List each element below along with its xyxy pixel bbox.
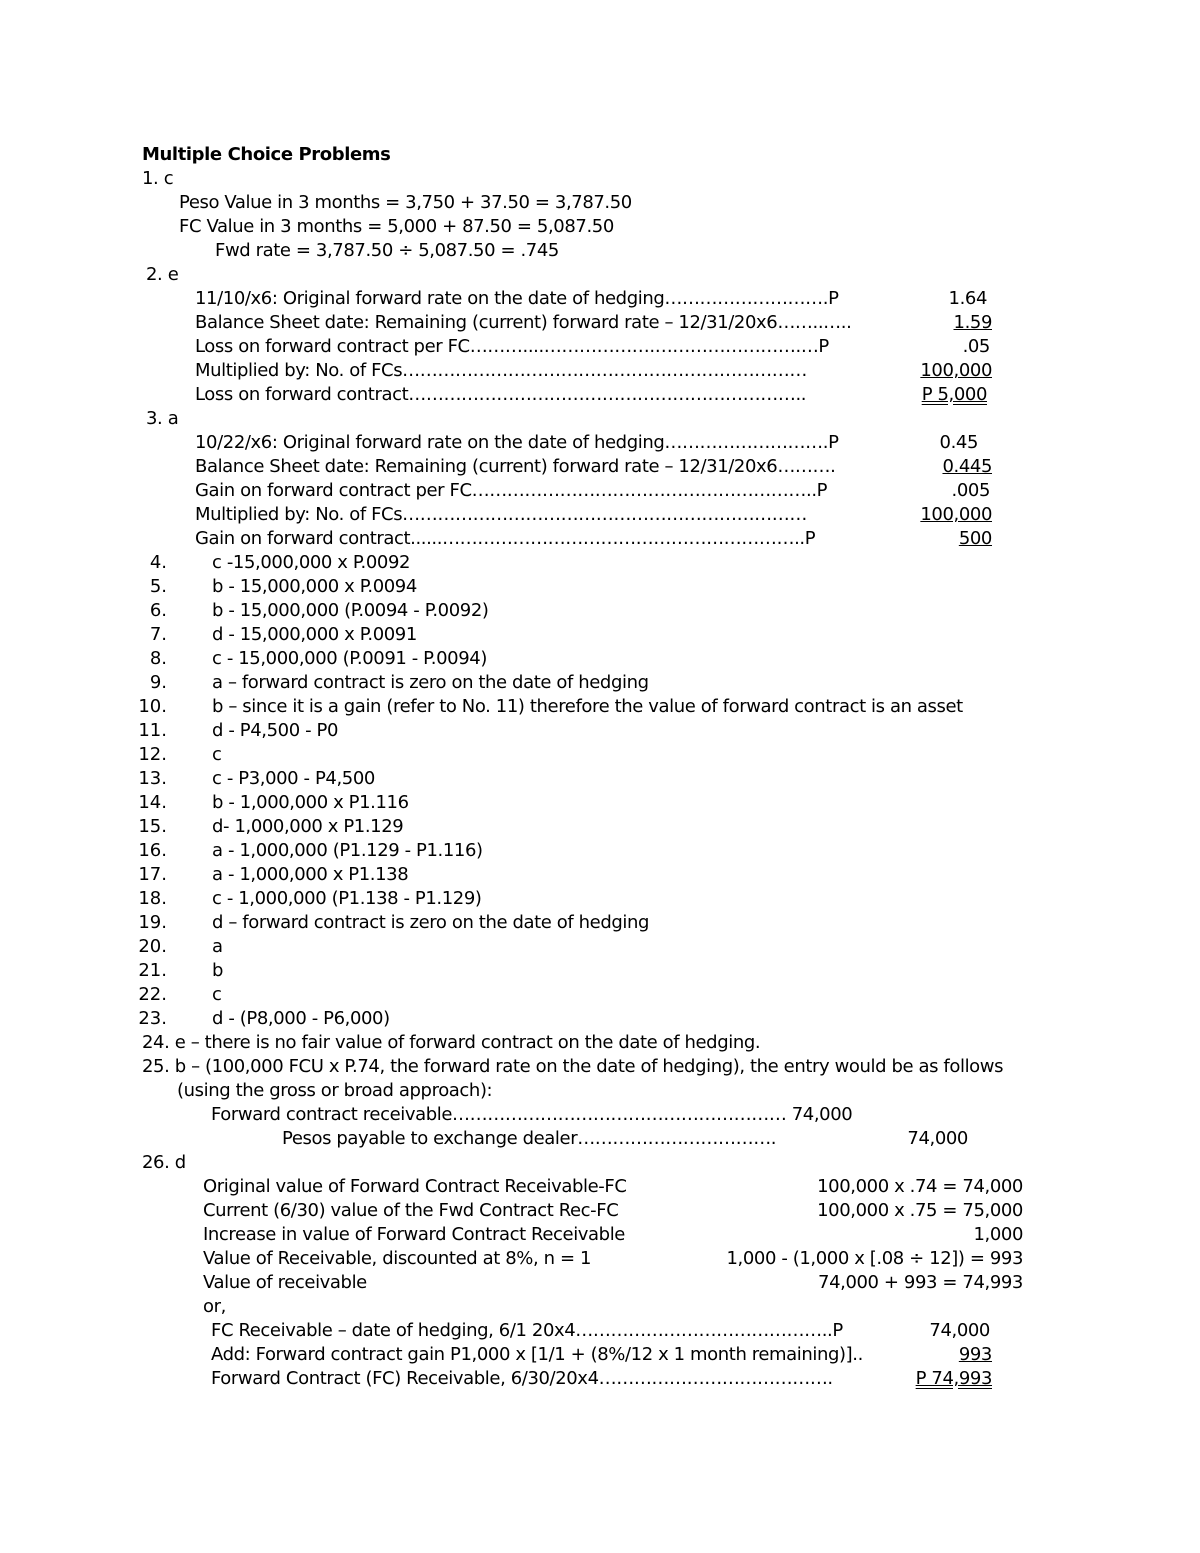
item-number: 13. (138, 768, 167, 789)
item-number: 23. (138, 1008, 167, 1029)
item-number: 16. (138, 840, 167, 861)
q3-row-label: Multiplied by: No. of FCs…………………………………………………………… (195, 504, 807, 525)
item-answer: a (212, 936, 223, 957)
item-number: 19. (138, 912, 167, 933)
q26-row-label: Current (6/30) value of the Fwd Contract Rec-FC (203, 1200, 619, 1221)
q26-row-label: Value of Receivable, discounted at 8%, n = 1 (203, 1248, 591, 1269)
item-number: 7. (149, 624, 167, 645)
item-answer: a - 1,000,000 (P1.129 - P1.116) (212, 840, 483, 861)
q3-row-value: 0.445 (942, 456, 992, 477)
q25-credit-label: Pesos payable to exchange dealer……………………………. (282, 1128, 777, 1149)
q3-row-label: Balance Sheet date: Remaining (current) forward rate – 12/31/20x6………. (195, 456, 836, 477)
item-answer: c -15,000,000 x P.0092 (212, 552, 411, 573)
item-number: 11. (138, 720, 167, 741)
q1-number: 1. (142, 168, 159, 189)
item-answer: d – forward contract is zero on the date of hedging (212, 912, 650, 933)
q26-alt-label: FC Receivable – date of hedging, 6/1 20x4……………………………………..P (211, 1320, 843, 1341)
item-answer: c (212, 984, 222, 1005)
q26-or: or, (203, 1296, 226, 1317)
item-answer: b (212, 960, 224, 981)
item-number: 10. (138, 696, 167, 717)
q2-row-value: .05 (962, 336, 990, 357)
q1-line-3: Fwd rate = 3,787.50 ÷ 5,087.50 = .745 (215, 240, 559, 261)
q25-line-1: 25. b – (100,000 FCU x P.74, the forward rate on the date of hedging), the entry would be as follows (142, 1056, 1004, 1077)
q26-total-value: P 74,993 (915, 1368, 992, 1389)
q2-row-label: Loss on forward contract………………………………………………………….. (195, 384, 807, 405)
q26-alt-value: 74,000 (929, 1320, 990, 1341)
q2-total-value: P 5,000 (921, 384, 987, 405)
q26-row-value: 1,000 - (1,000 x [.08 ÷ 12]) = 993 (726, 1248, 1023, 1269)
item-number: 14. (138, 792, 167, 813)
q26-alt-value: 993 (958, 1344, 992, 1365)
item-answer: a – forward contract is zero on the date of hedging (212, 672, 649, 693)
q26-row-value: 100,000 x .74 = 74,000 (817, 1176, 1023, 1197)
item-number: 18. (138, 888, 167, 909)
q3-row-label: Gain on forward contract......……………………………………………………..P (195, 528, 816, 549)
item-answer: c - 15,000,000 (P.0091 - P.0094) (212, 648, 487, 669)
q25-credit-value: 74,000 (907, 1128, 968, 1149)
q25-line-2: (using the gross or broad approach): (177, 1080, 493, 1101)
q2-row-value: 100,000 (920, 360, 992, 381)
q26-row-label: Original value of Forward Contract Receivable-FC (203, 1176, 627, 1197)
q2-number: 2. (146, 264, 163, 285)
q2-row-value: 1.64 (948, 288, 987, 309)
q25-debit-entry: Forward contract receivable………………………………………………… 74,000 (211, 1104, 853, 1125)
q1-header (142, 167, 173, 191)
q3-row-value: .005 (951, 480, 990, 501)
q1-answer: c (163, 168, 174, 189)
q2-row-label: 11/10/x6: Original forward rate on the date of hedging……………………….P (195, 288, 839, 309)
q2-header (146, 263, 178, 287)
item-answer: d - P4,500 - P0 (212, 720, 338, 741)
q3-total-value: 500 (958, 528, 992, 549)
item-number: 20. (138, 936, 167, 957)
item-answer: a - 1,000,000 x P1.138 (212, 864, 409, 885)
q2-row-value: 1.59 (953, 312, 992, 333)
q26-header: 26. d (142, 1152, 186, 1173)
item-number: 9. (149, 672, 167, 693)
q3-header (146, 407, 178, 431)
item-answer: d - 15,000,000 x P.0091 (212, 624, 417, 645)
item-number: 12. (138, 744, 167, 765)
q2-answer: e (167, 264, 179, 285)
item-answer: d - (P8,000 - P6,000) (212, 1008, 390, 1029)
item-answer: b – since it is a gain (refer to No. 11) therefore the value of forward contract is an asset (212, 696, 963, 717)
q26-alt-label: Forward Contract (FC) Receivable, 6/30/20x4…………………………………. (211, 1368, 833, 1389)
q3-answer: a (167, 408, 179, 429)
item-answer: c - 1,000,000 (P1.138 - P1.129) (212, 888, 482, 909)
q2-row-label: Balance Sheet date: Remaining (current) forward rate – 12/31/20x6……..….. (195, 312, 852, 333)
item-answer: b - 1,000,000 x P1.116 (212, 792, 409, 813)
item-answer: b - 15,000,000 x P.0094 (212, 576, 417, 597)
item-number: 5. (149, 576, 167, 597)
q24-line: 24. e – there is no fair value of forward contract on the date of hedging. (142, 1032, 761, 1053)
q2-row-label: Multiplied by: No. of FCs…………………………………………………………… (195, 360, 807, 381)
q1-line-2: FC Value in 3 months = 5,000 + 87.50 = 5,087.50 (179, 216, 614, 237)
item-number: 15. (138, 816, 167, 837)
q26-row-label: Increase in value of Forward Contract Receivable (203, 1224, 625, 1245)
q3-row-value: 0.45 (939, 432, 978, 453)
q3-number: 3. (146, 408, 163, 429)
item-number: 6. (149, 600, 167, 621)
item-answer: c (212, 744, 222, 765)
item-number: 8. (149, 648, 167, 669)
q26-row-value: 1,000 (973, 1224, 1023, 1245)
q26-row-value: 74,000 + 993 = 74,993 (818, 1272, 1023, 1293)
page-title: Multiple Choice Problems (142, 144, 391, 165)
item-answer: b - 15,000,000 (P.0094 - P.0092) (212, 600, 489, 621)
q3-row-label: 10/22/x6: Original forward rate on the date of hedging……………………….P (195, 432, 839, 453)
q3-row-value: 100,000 (920, 504, 992, 525)
q3-row-label: Gain on forward contract per FC…………………………………………………..P (195, 480, 828, 501)
q2-row-label: Loss on forward contract per FC………....……………….…………………….…P (195, 336, 829, 357)
q26-row-label: Value of receivable (203, 1272, 367, 1293)
q26-alt-label: Add: Forward contract gain P1,000 x [1/1 + (8%/12 x 1 month remaining)].. (211, 1344, 863, 1365)
item-answer: d- 1,000,000 x P1.129 (212, 816, 404, 837)
item-number: 22. (138, 984, 167, 1005)
q26-row-value: 100,000 x .75 = 75,000 (817, 1200, 1023, 1221)
item-number: 21. (138, 960, 167, 981)
q1-line-1: Peso Value in 3 months = 3,750 + 37.50 = 3,787.50 (179, 192, 632, 213)
item-number: 4. (149, 552, 167, 573)
item-number: 17. (138, 864, 167, 885)
item-answer: c - P3,000 - P4,500 (212, 768, 375, 789)
